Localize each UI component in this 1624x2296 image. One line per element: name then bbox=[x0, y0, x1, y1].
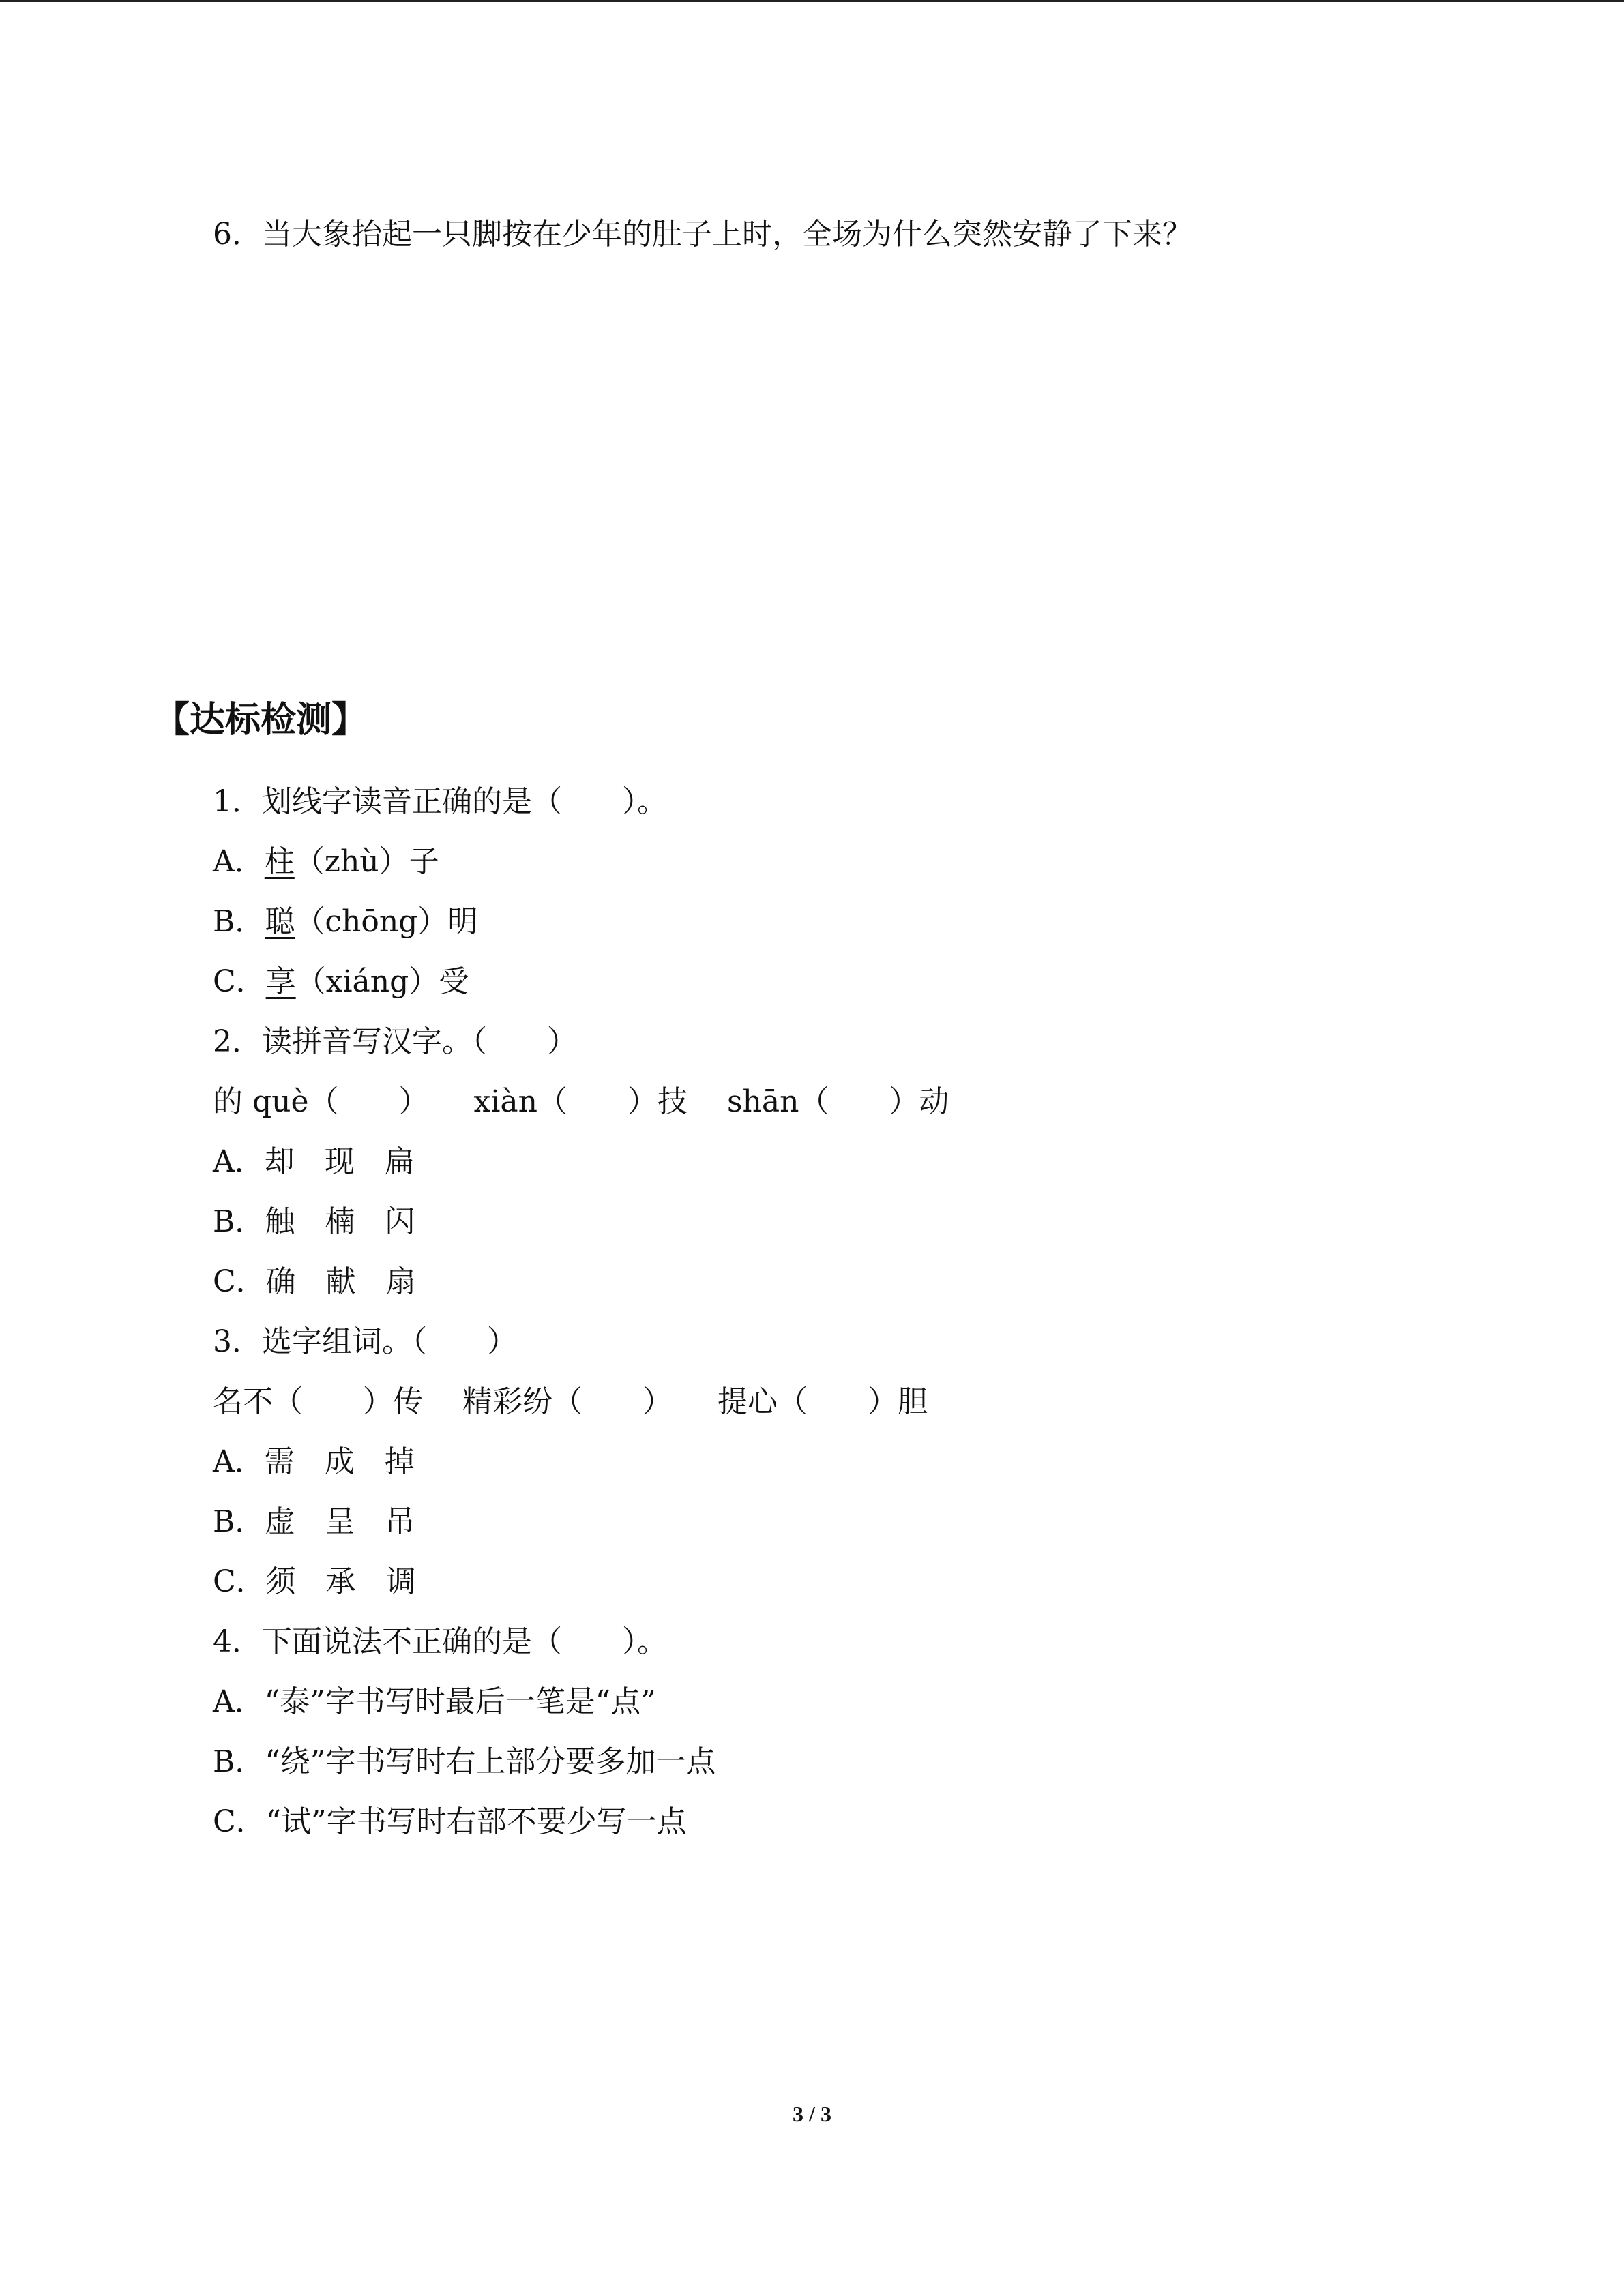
question-2-option-c: C．确 献 扇 bbox=[213, 1264, 416, 1299]
question-3-option-b: B．虚 呈 吊 bbox=[213, 1504, 415, 1539]
question-4-option-c: C．“试”字书写时右部不要少写一点 bbox=[213, 1804, 687, 1839]
question-1-option-b bbox=[213, 904, 478, 939]
underlined-char: 享 bbox=[265, 964, 296, 999]
question-2-stem: 2．读拼音写汉字。（ ） bbox=[213, 1024, 577, 1059]
question-6: 6．当大象抬起一只脚按在少年的肚子上时，全场为什么突然安静了下来？ bbox=[213, 217, 1192, 252]
option-letter: A． bbox=[213, 844, 265, 879]
question-4-option-b: B．“绕”字书写时右上部分要多加一点 bbox=[213, 1744, 716, 1779]
question-2-option-a: A．却 现 扁 bbox=[213, 1144, 415, 1179]
section-heading: 【达标检测】 bbox=[154, 700, 368, 741]
question-1-option-a bbox=[213, 844, 439, 879]
question-4-stem: 4．下面说法不正确的是（ ）。 bbox=[213, 1624, 667, 1659]
underlined-char: 柱 bbox=[264, 844, 295, 879]
question-3-option-a: A．需 成 掉 bbox=[213, 1444, 415, 1479]
question-2-option-b: B．触 楠 闪 bbox=[213, 1204, 415, 1239]
option-text: （xiáng）受 bbox=[295, 964, 469, 999]
option-letter: B． bbox=[213, 904, 265, 939]
question-1-stem: 1．划线字读音正确的是（ ）。 bbox=[213, 784, 667, 819]
option-letter: C． bbox=[213, 964, 266, 999]
question-2-prompt: 的 què（ ） xiàn（ ）技 shān（ ）动 bbox=[213, 1084, 949, 1119]
underlined-char: 聪 bbox=[265, 904, 295, 939]
question-3-stem: 3．选字组词。（ ） bbox=[213, 1324, 517, 1359]
top-border-line bbox=[0, 0, 1624, 2]
option-text: （zhù）子 bbox=[294, 844, 439, 879]
question-4-option-a: A．“泰”字书写时最后一笔是“点” bbox=[213, 1684, 656, 1719]
question-3-prompt: 名不（ ）传 精彩纷（ ） 提心（ ）胆 bbox=[213, 1384, 928, 1419]
page-number: 3 / 3 bbox=[793, 2102, 831, 2126]
option-text: （chōng）明 bbox=[295, 904, 478, 939]
question-1-option-c bbox=[213, 964, 469, 999]
question-3-option-c: C．须 承 调 bbox=[213, 1564, 416, 1599]
